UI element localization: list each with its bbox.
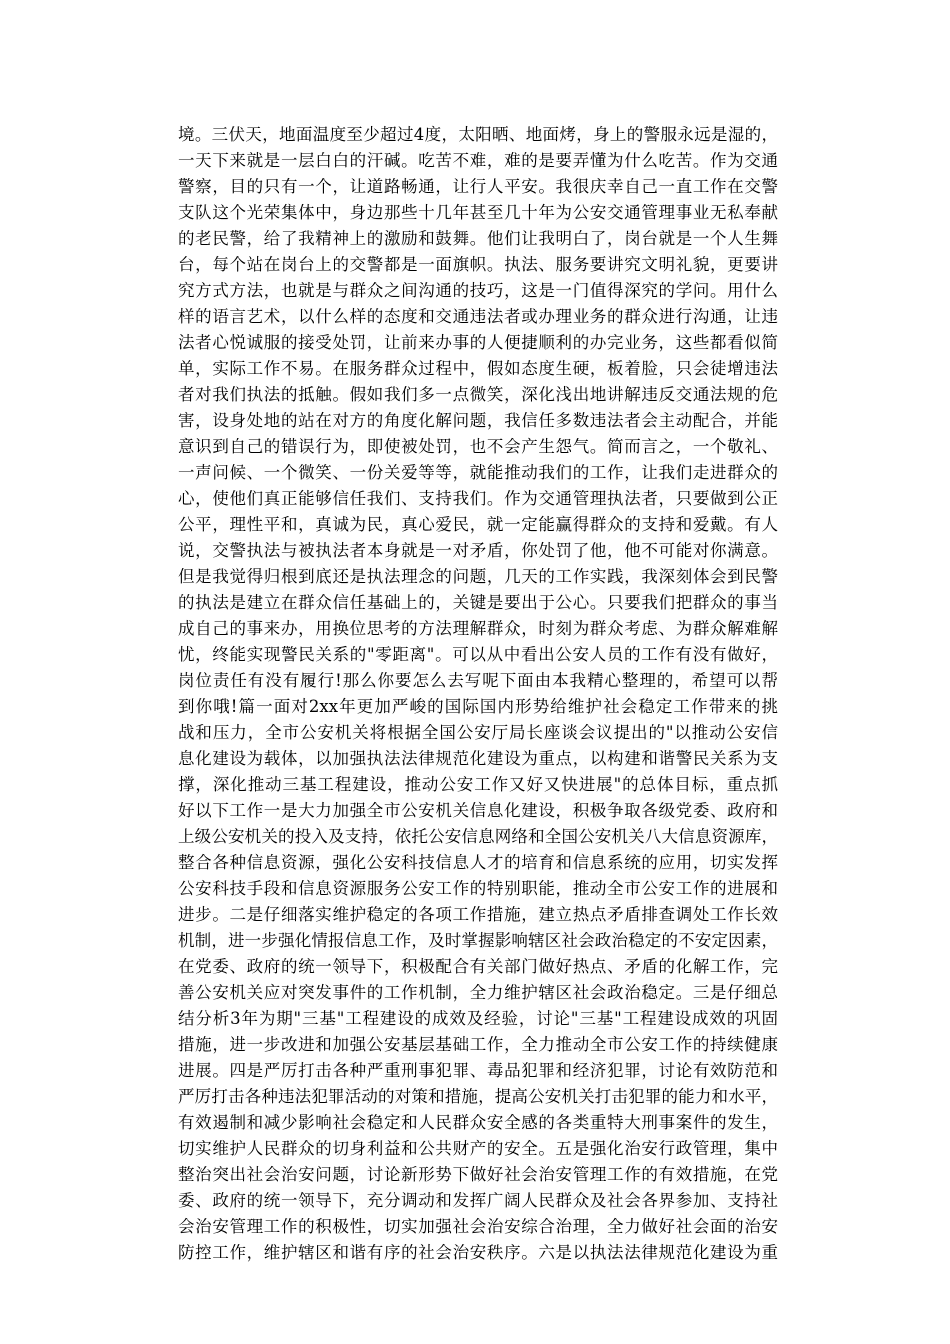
text-line: 会治安管理工作的积极性，切实加强社会治安综合治理，全力做好社会面的治安 <box>178 1217 778 1236</box>
text-line: 切实维护人民群众的切身利益和公共财产的安全。五是强化治安行政管理，集中 <box>178 1139 778 1158</box>
text-line: 好以下工作一是大力加强全市公安机关信息化建设，积极争取各级党委、政府和 <box>178 801 778 820</box>
text-line: 整合各种信息资源，强化公安科技信息人才的培育和信息系统的应用，切实发挥 <box>178 853 778 872</box>
text-line: 委、政府的统一领导下，充分调动和发挥广阔人民群众及社会各界参加、支持社 <box>178 1191 778 1210</box>
text-line: 的老民警，给了我精神上的激励和鼓舞。他们让我明白了，岗台就是一个人生舞 <box>178 229 778 248</box>
text-line: 善公安机关应对突发事件的工作机制，全力维护辖区社会政治稳定。三是仔细总 <box>178 983 778 1002</box>
text-line: 息化建设为载体，以加强执法法律规范化建设为重点，以构建和谐警民关系为支 <box>178 749 778 768</box>
text-line: 结分析3年为期"三基"工程建设的成效及经验，讨论"三基"工程建设成效的巩固 <box>178 1009 778 1028</box>
text-line: 究方式方法，也就是与群众之间沟通的技巧，这是一门值得深究的学问。用什么 <box>178 281 778 300</box>
text-line: 心，使他们真正能够信任我们、支持我们。作为交通管理执法者，只要做到公正 <box>178 489 778 508</box>
text-line: 说，交警执法与被执法者本身就是一对矛盾，你处罚了他，他不可能对你满意。 <box>178 541 778 560</box>
text-line: 法者心悦诚服的接受处罚，让前来办事的人便捷顺利的办完业务，这些都看似简 <box>178 333 778 352</box>
text-line: 支队这个光荣集体中，身边那些十几年甚至几十年为公安交通管理事业无私奉献 <box>178 203 778 222</box>
text-line: 有效遏制和减少影响社会稳定和人民群众安全感的各类重特大刑事案件的发生， <box>178 1113 778 1132</box>
text-line: 者对我们执法的抵触。假如我们多一点微笑，深化浅出地讲解违反交通法规的危 <box>178 385 778 404</box>
text-line: 进步。二是仔细落实维护稳定的各项工作措施，建立热点矛盾排查调处工作长效 <box>178 905 778 924</box>
text-line: 单，实际工作不易。在服务群众过程中，假如态度生硬，板着脸，只会徒增违法 <box>178 359 778 378</box>
text-line: 战和压力，全市公安机关将根据全国公安厅局长座谈会议提出的"以推动公安信 <box>178 723 778 742</box>
text-line: 的执法是建立在群众信任基础上的，关键是要出于公心。只要我们把群众的事当 <box>178 593 778 612</box>
text-line: 害，设身处地的站在对方的角度化解问题，我信任多数违法者会主动配合，并能 <box>178 411 778 430</box>
text-line: 在党委、政府的统一领导下，积极配合有关部门做好热点、矛盾的化解工作，完 <box>178 957 778 976</box>
text-line: 措施，进一步改进和加强公安基层基础工作，全力推动全市公安工作的持续健康 <box>178 1035 778 1054</box>
body-text <box>178 122 778 1266</box>
text-line: 但是我觉得归根到底还是执法理念的问题，几天的工作实践，我深刻体会到民警 <box>178 567 778 586</box>
text-line: 警察，目的只有一个，让道路畅通，让行人平安。我很庆幸自己一直工作在交警 <box>178 177 778 196</box>
text-line: 撑，深化推动三基工程建设，推动公安工作又好又快进展"的总体目标，重点抓 <box>178 775 778 794</box>
text-line: 机制，进一步强化情报信息工作，及时掌握影响辖区社会政治稳定的不安定因素， <box>178 931 778 950</box>
text-line: 境。三伏天，地面温度至少超过4度，太阳晒、地面烤，身上的警服永远是湿的， <box>178 125 778 144</box>
text-line: 公安科技手段和信息资源服务公安工作的特别职能，推动全市公安工作的进展和 <box>178 879 778 898</box>
text-line: 忧，终能实现警民关系的"零距离"。可以从中看出公安人员的工作有没有做好， <box>178 645 778 664</box>
text-line: 公平，理性平和，真诚为民，真心爱民，就一定能赢得群众的支持和爱戴。有人 <box>178 515 778 534</box>
text-line: 上级公安机关的投入及支持，依托公安信息网络和全国公安机关八大信息资源库， <box>178 827 778 846</box>
text-line: 一天下来就是一层白白的汗碱。吃苦不难，难的是要弄懂为什么吃苦。作为交通 <box>178 151 778 170</box>
text-line: 到你哦!篇一面对2xx年更加严峻的国际国内形势给维护社会稳定工作带来的挑 <box>178 697 778 716</box>
text-line: 防控工作，维护辖区和谐有序的社会治安秩序。六是以执法法律规范化建设为重 <box>178 1243 778 1262</box>
text-line: 成自己的事来办，用换位思考的方法理解群众，时刻为群众考虑、为群众解难解 <box>178 619 778 638</box>
text-line: 一声问候、一个微笑、一份关爱等等，就能推动我们的工作，让我们走进群众的 <box>178 463 778 482</box>
text-line: 台，每个站在岗台上的交警都是一面旗帜。执法、服务要讲究文明礼貌，更要讲 <box>178 255 778 274</box>
text-line: 整治突出社会治安问题，讨论新形势下做好社会治安管理工作的有效措施，在党 <box>178 1165 778 1184</box>
text-line: 进展。四是严厉打击各种严重刑事犯罪、毒品犯罪和经济犯罪，讨论有效防范和 <box>178 1061 778 1080</box>
text-line: 样的语言艺术，以什么样的态度和交通违法者或办理业务的群众进行沟通，让违 <box>178 307 778 326</box>
text-line: 意识到自己的错误行为，即使被处罚，也不会产生怨气。简而言之，一个敬礼、 <box>178 437 778 456</box>
text-line: 岗位责任有没有履行!那么你要怎么去写呢下面由本我精心整理的，希望可以帮 <box>178 671 778 690</box>
text-line: 严厉打击各种违法犯罪活动的对策和措施，提高公安机关打击犯罪的能力和水平， <box>178 1087 778 1106</box>
